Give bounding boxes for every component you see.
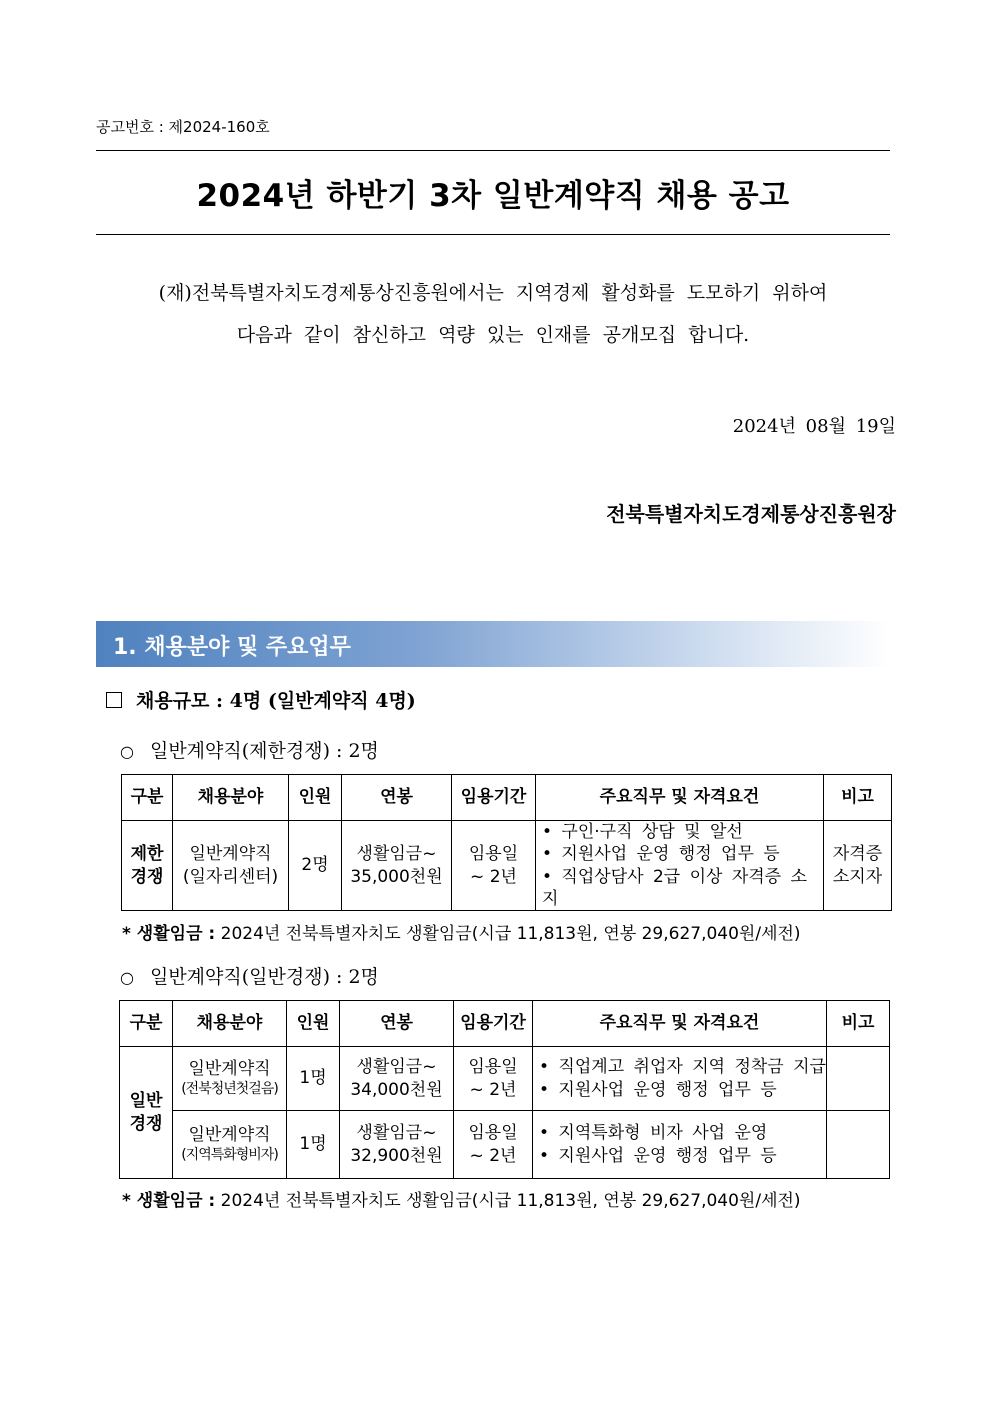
title-top-rule bbox=[96, 150, 890, 151]
remark-cell bbox=[824, 821, 892, 911]
remark-line-2: 소지자 bbox=[832, 866, 883, 887]
salary-cell bbox=[342, 821, 452, 911]
signer: 전북특별자치도경제통상진흥원장 bbox=[606, 502, 896, 526]
field-name: 일반계약직 bbox=[188, 1125, 271, 1146]
note-text: 2024년 전북특별자치도 생활임금(시급 11,813원, 연봉 29,627,040원/세전) bbox=[220, 924, 801, 944]
circle-bullet-icon: ○ bbox=[120, 968, 134, 987]
period-line-2: ~ 2년 bbox=[470, 866, 517, 887]
section-title: 1. 채용분야 및 주요업무 bbox=[113, 635, 351, 660]
checkbox-square-icon bbox=[106, 692, 122, 708]
category-cell: 일반 경쟁 bbox=[120, 1047, 173, 1179]
duty-item: • 지원사업 운영 행정 업무 등 bbox=[539, 1079, 777, 1100]
salary-line-1: 생활임금~ bbox=[356, 1057, 437, 1078]
note-text: 2024년 전북특별자치도 생활임금(시급 11,813원, 연봉 29,627,040원/세전) bbox=[220, 1191, 801, 1211]
field-cell bbox=[173, 821, 289, 911]
header-category: 구분 bbox=[120, 1001, 173, 1047]
category-cell: 제한 경쟁 bbox=[122, 821, 173, 911]
note-label: * 생활임금 : bbox=[122, 1191, 216, 1211]
living-wage-note-2 bbox=[122, 1186, 801, 1211]
period-line-1: 임용일 bbox=[468, 844, 519, 865]
header-field: 채용분야 bbox=[173, 1001, 287, 1047]
intro-line-1: (재)전북특별자치도경제통상진흥원에서는 지역경제 활성화를 도모하기 위하여 bbox=[158, 282, 828, 304]
salary-line-1: 생활임금~ bbox=[356, 1123, 437, 1144]
header-category: 구분 bbox=[122, 775, 173, 821]
recruitment-scale bbox=[106, 686, 416, 713]
count-cell: 2명 bbox=[289, 821, 342, 911]
header-field: 채용분야 bbox=[173, 775, 289, 821]
period-line-1: 임용일 bbox=[468, 1057, 518, 1078]
header-duties: 주요직무 및 자격요건 bbox=[536, 775, 824, 821]
duty-item: • 지원사업 운영 행정 업무 등 bbox=[539, 1145, 777, 1166]
duties-cell bbox=[533, 1047, 827, 1111]
remark-line-1: 자격증 bbox=[832, 844, 883, 865]
period-cell bbox=[454, 1111, 533, 1179]
group2-title: 일반계약직(일반경쟁) : 2명 bbox=[149, 966, 379, 988]
field-name: 일반계약직 bbox=[189, 844, 272, 865]
remark-cell bbox=[827, 1047, 890, 1111]
duty-item: • 지원사업 운영 행정 업무 등 bbox=[542, 844, 780, 865]
period-line-1: 임용일 bbox=[468, 1123, 518, 1144]
header-salary: 연봉 bbox=[342, 775, 452, 821]
header-period: 임용기간 bbox=[454, 1001, 533, 1047]
living-wage-note-1 bbox=[122, 919, 801, 944]
group1-title: 일반계약직(제한경쟁) : 2명 bbox=[149, 740, 379, 762]
field-sub: (전북청년첫걸음) bbox=[181, 1081, 278, 1098]
salary-line-2: 34,000천원 bbox=[350, 1079, 443, 1100]
duty-item: • 지역특화형 비자 사업 운영 bbox=[539, 1123, 768, 1144]
header-period: 임용기간 bbox=[452, 775, 536, 821]
field-sub: (일자리센터) bbox=[182, 866, 279, 887]
table-row bbox=[120, 1111, 890, 1179]
header-count: 인원 bbox=[289, 775, 342, 821]
salary-line-2: 32,900천원 bbox=[350, 1145, 443, 1166]
group2-heading bbox=[120, 962, 379, 989]
page-title: 2024년 하반기 3차 일반계약직 채용 공고 bbox=[196, 178, 790, 214]
salary-line-2: 35,000천원 bbox=[350, 866, 443, 887]
notice-date: 2024년 08월 19일 bbox=[732, 416, 896, 437]
table-header-row bbox=[120, 1001, 890, 1047]
count-cell: 1명 bbox=[287, 1047, 340, 1111]
duty-item: • 직업계고 취업자 지역 정착금 지급 bbox=[539, 1057, 826, 1078]
group1-heading bbox=[120, 736, 379, 763]
header-remark: 비고 bbox=[824, 775, 892, 821]
recruitment-scale-text: 채용규모 : 4명 (일반계약직 4명) bbox=[136, 690, 416, 712]
notice-number: 공고번호 : 제2024-160호 bbox=[96, 118, 270, 136]
duty-item: • 직업상담사 2급 이상 자격증 소지 bbox=[542, 866, 807, 909]
header-count: 인원 bbox=[287, 1001, 340, 1047]
field-sub: (지역특화형비자) bbox=[181, 1147, 278, 1164]
table-header-row bbox=[122, 775, 892, 821]
note-label: * 생활임금 : bbox=[122, 924, 216, 944]
table-restricted-competition bbox=[121, 774, 892, 911]
duty-item: • 구인·구직 상담 및 알선 bbox=[542, 822, 743, 843]
salary-line-1: 생활임금~ bbox=[356, 844, 437, 865]
circle-bullet-icon: ○ bbox=[120, 742, 134, 761]
duties-cell bbox=[533, 1111, 827, 1179]
duties-cell bbox=[536, 821, 824, 911]
field-cell bbox=[173, 1047, 287, 1111]
period-cell bbox=[452, 821, 536, 911]
table-row bbox=[122, 821, 892, 911]
period-line-2: ~ 2년 bbox=[469, 1145, 517, 1166]
title-bottom-rule bbox=[96, 234, 890, 235]
intro-line-2: 다음과 같이 참신하고 역량 있는 인재를 공개모집 합니다. bbox=[236, 324, 750, 346]
period-cell bbox=[454, 1047, 533, 1111]
field-name: 일반계약직 bbox=[188, 1059, 271, 1080]
count-cell: 1명 bbox=[287, 1111, 340, 1179]
period-line-2: ~ 2년 bbox=[469, 1079, 517, 1100]
section-header bbox=[96, 621, 890, 667]
remark-cell bbox=[827, 1111, 890, 1179]
header-salary: 연봉 bbox=[340, 1001, 454, 1047]
header-remark: 비고 bbox=[827, 1001, 890, 1047]
salary-cell bbox=[340, 1047, 454, 1111]
header-duties: 주요직무 및 자격요건 bbox=[533, 1001, 827, 1047]
salary-cell bbox=[340, 1111, 454, 1179]
table-open-competition bbox=[119, 1000, 890, 1179]
field-cell bbox=[173, 1111, 287, 1179]
table-row bbox=[120, 1047, 890, 1111]
